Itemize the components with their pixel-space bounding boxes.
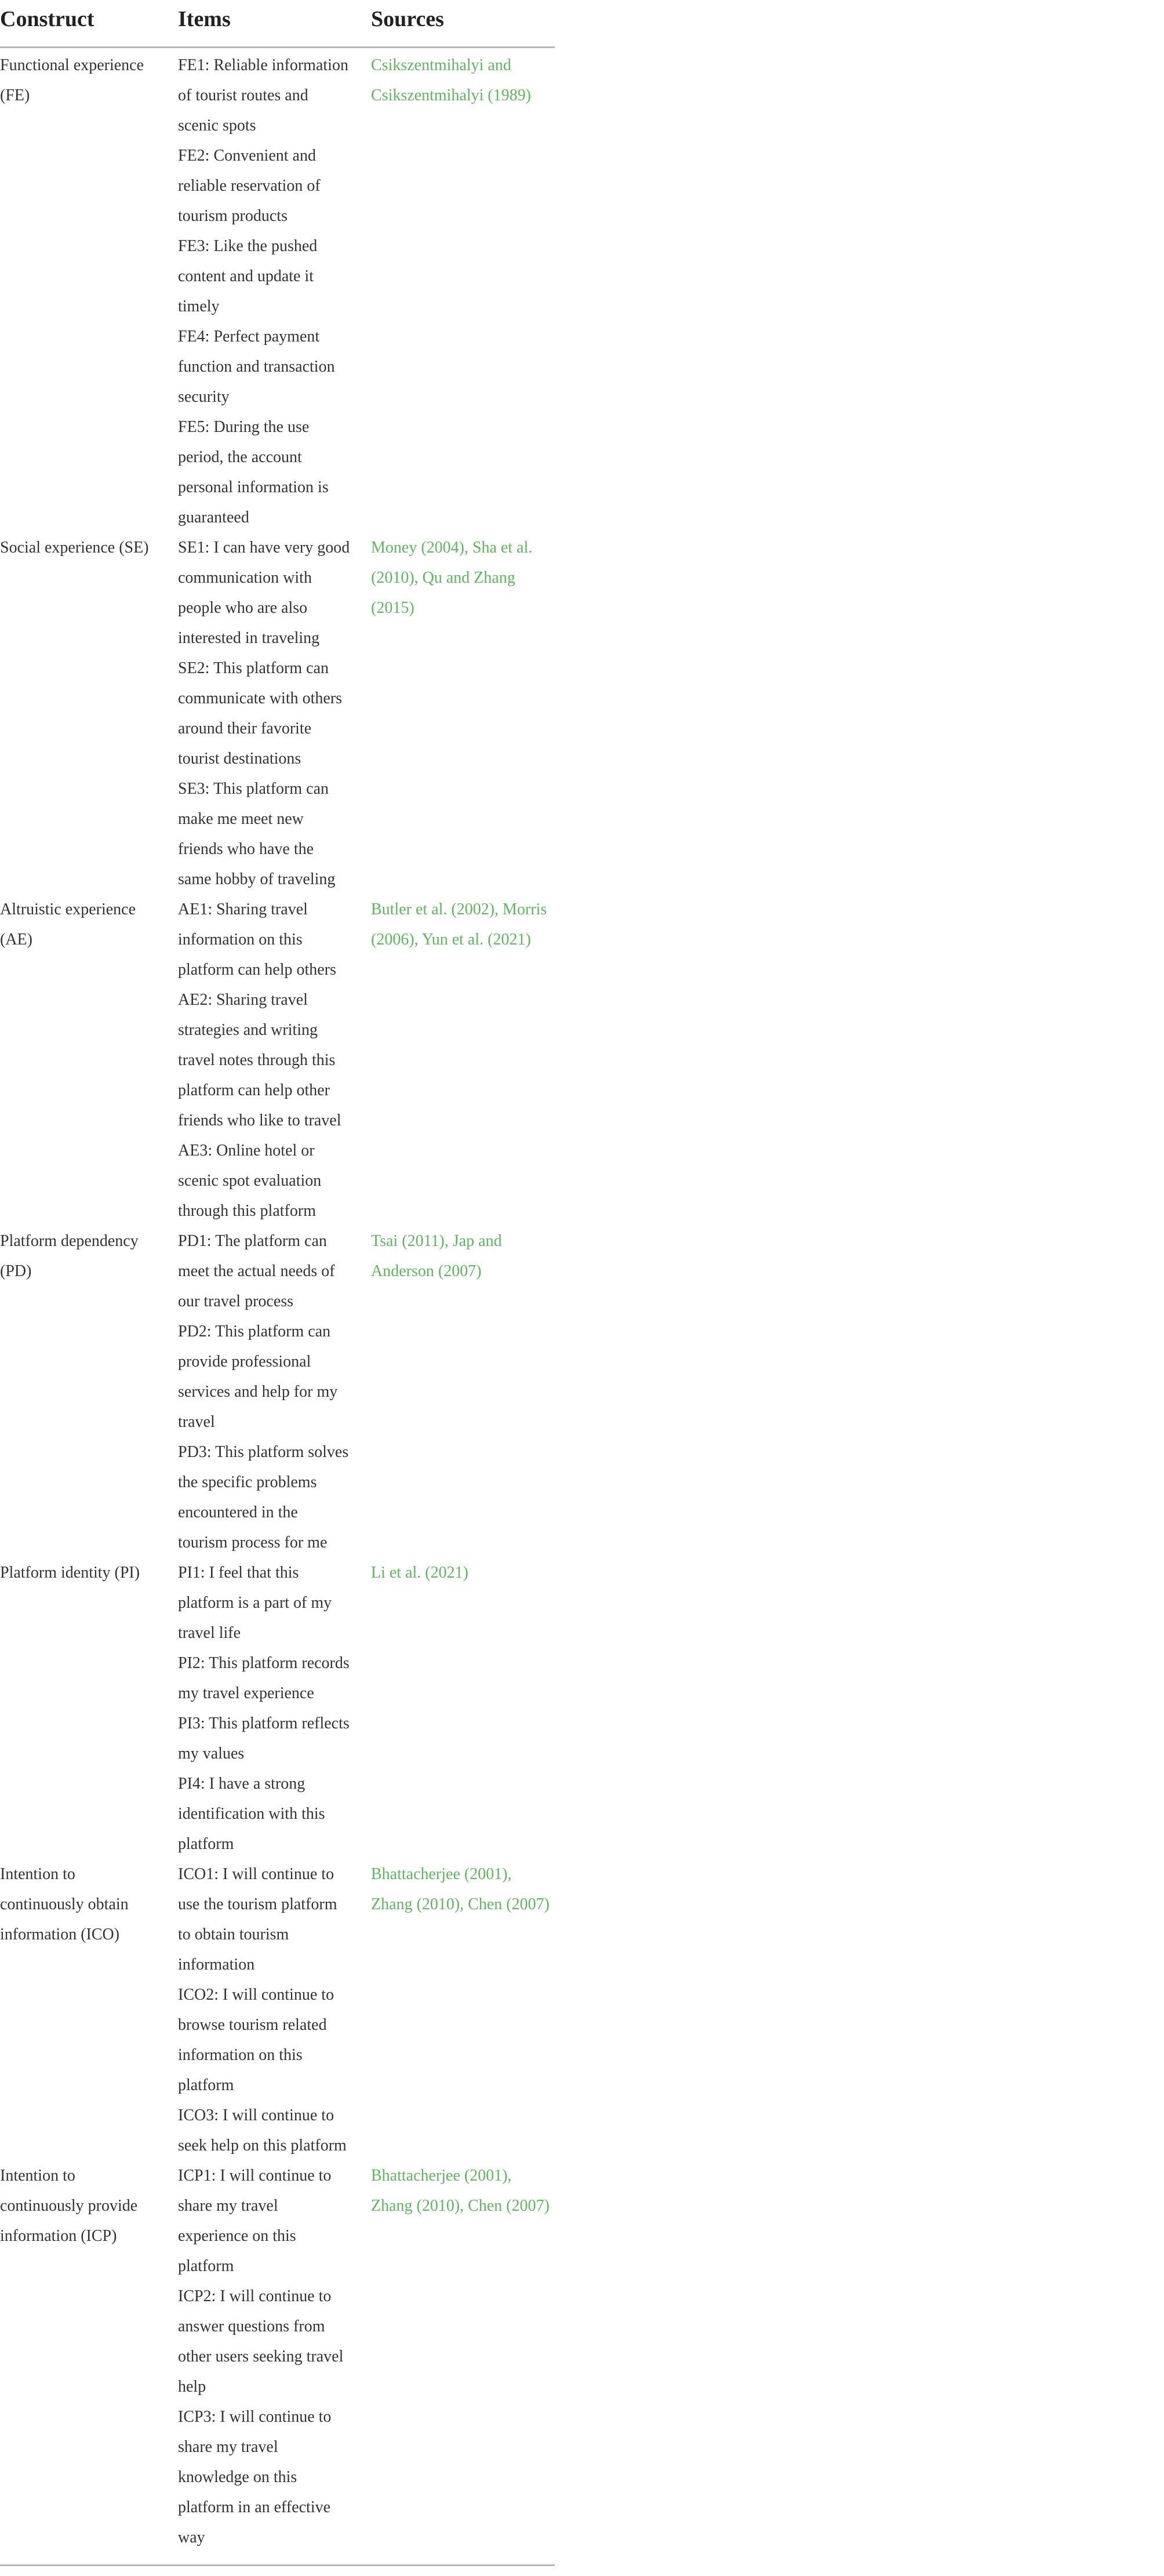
item-line: platform is a part of my: [178, 1594, 332, 1612]
item-line: ICO3: I will continue to: [178, 2106, 334, 2124]
source-link: (2015): [371, 599, 414, 617]
sources-cell[interactable]: [371, 1558, 555, 1588]
construct-cell: [0, 1558, 174, 1588]
item-line: identification with this: [178, 1805, 325, 1823]
item-line: share my travel: [178, 2197, 278, 2215]
source-link: Li et al. (2021): [371, 1564, 468, 1582]
item-line: browse tourism related: [178, 2016, 327, 2034]
item-line: AE3: Online hotel or: [178, 1142, 315, 1160]
construct-cell: [0, 895, 174, 955]
source-link: Csikszentmihalyi (1989): [371, 86, 532, 104]
construct-cell: [0, 50, 174, 111]
item-line: tourism products: [178, 207, 288, 225]
item-entry: [178, 50, 363, 141]
item-line: use the tourism platform: [178, 1895, 337, 1913]
construct-cell: [0, 1859, 174, 1950]
table-row: [0, 2161, 555, 2553]
items-cell: [178, 895, 363, 1226]
item-line: make me meet new: [178, 810, 304, 828]
sources-cell[interactable]: [371, 895, 555, 955]
table-row: [0, 533, 555, 895]
item-line: AE2: Sharing travel: [178, 991, 308, 1009]
item-entry: [178, 533, 363, 653]
construct-line: continuously obtain: [0, 1895, 129, 1913]
item-line: guaranteed: [178, 508, 249, 526]
item-line: the specific problems: [178, 1473, 317, 1491]
construct-line: continuously provide: [0, 2197, 138, 2215]
source-link: Anderson (2007): [371, 1262, 482, 1280]
item-line: our travel process: [178, 1292, 294, 1310]
table-header: [0, 0, 555, 48]
item-entry: [178, 231, 363, 322]
item-line: people who are also: [178, 599, 308, 617]
item-line: other users seeking travel: [178, 2348, 344, 2366]
item-line: FE1: Reliable information: [178, 56, 348, 74]
item-line: scenic spot evaluation: [178, 1172, 322, 1190]
item-line: services and help for my: [178, 1383, 338, 1401]
source-link: (2006), Yun et al. (2021): [371, 931, 531, 949]
source-link: Butler et al. (2002), Morris: [371, 900, 547, 918]
item-entry: [178, 2402, 363, 2553]
item-line: FE5: During the use: [178, 418, 310, 436]
item-line: PI2: This platform records: [178, 1654, 350, 1672]
item-entry: [178, 1648, 363, 1709]
item-line: encountered in the: [178, 1503, 298, 1521]
item-line: platform can help other: [178, 1081, 330, 1099]
item-line: AE1: Sharing travel: [178, 900, 308, 918]
items-cell: [178, 1859, 363, 2161]
item-line: information: [178, 1956, 255, 1974]
item-line: ICO2: I will continue to: [178, 1986, 334, 2004]
item-line: ICP3: I will continue to: [178, 2408, 332, 2426]
item-line: reliable reservation of: [178, 177, 321, 195]
construct-line: Platform identity (PI): [0, 1564, 140, 1582]
item-line: travel notes through this: [178, 1051, 336, 1069]
construct-line: Altruistic experience: [0, 900, 136, 918]
item-line: period, the account: [178, 448, 302, 466]
source-link: Csikszentmihalyi and: [371, 56, 511, 74]
item-line: experience on this: [178, 2227, 296, 2245]
item-entry: [178, 774, 363, 895]
item-line: security: [178, 388, 230, 406]
construct-line: information (ICO): [0, 1925, 120, 1943]
item-line: platform: [178, 2257, 234, 2275]
item-line: FE2: Convenient and: [178, 147, 316, 165]
item-line: seek help on this platform: [178, 2137, 347, 2154]
header-sources: Sources: [371, 7, 444, 31]
construct-line: (PD): [0, 1262, 32, 1280]
item-line: communicate with others: [178, 689, 343, 707]
item-line: my travel experience: [178, 1684, 314, 1702]
item-line: travel life: [178, 1624, 241, 1642]
item-entry: [178, 2101, 363, 2161]
item-line: platform in an effective: [178, 2498, 331, 2516]
item-entry: [178, 1317, 363, 1437]
item-line: content and update it: [178, 267, 314, 285]
item-line: ICO1: I will continue to: [178, 1865, 334, 1883]
items-cell: [178, 533, 363, 895]
source-link: (2010), Qu and Zhang: [371, 569, 515, 587]
item-line: scenic spots: [178, 117, 256, 135]
header-items: Items: [178, 7, 231, 31]
construct-line: Platform dependency: [0, 1232, 139, 1250]
construct-line: Social experience (SE): [0, 539, 149, 557]
table-bottom-rule: [0, 2564, 555, 2566]
table-row: [0, 1558, 555, 1859]
item-entry: [178, 1226, 363, 1317]
construct-cell: [0, 2161, 174, 2251]
item-entry: [178, 1709, 363, 1769]
item-line: information on this: [178, 2046, 303, 2064]
item-line: function and transaction: [178, 358, 335, 376]
item-line: timely: [178, 297, 220, 315]
item-line: friends who have the: [178, 840, 314, 858]
item-line: knowledge on this: [178, 2468, 297, 2486]
item-line: provide professional: [178, 1353, 311, 1371]
item-line: answer questions from: [178, 2317, 325, 2335]
table-row: [0, 1859, 555, 2161]
sources-cell[interactable]: [371, 533, 555, 623]
item-entry: [178, 653, 363, 774]
item-line: my values: [178, 1745, 245, 1763]
item-line: ICP1: I will continue to: [178, 2167, 332, 2185]
item-line: PI1: I feel that this: [178, 1564, 299, 1582]
item-line: way: [178, 2528, 205, 2546]
source-link: Zhang (2010), Chen (2007): [371, 2197, 550, 2215]
source-link: Bhattacherjee (2001),: [371, 2167, 512, 2185]
items-cell: [178, 2161, 363, 2553]
construct-line: information (ICP): [0, 2227, 117, 2245]
construct-line: Intention to: [0, 2167, 75, 2185]
item-line: communication with: [178, 569, 312, 587]
item-line: PI4: I have a strong: [178, 1775, 305, 1793]
items-cell: [178, 50, 363, 533]
item-line: through this platform: [178, 1202, 316, 1220]
item-line: same hobby of traveling: [178, 870, 336, 888]
item-line: of tourist routes and: [178, 86, 308, 104]
item-line: tourism process for me: [178, 1534, 328, 1552]
items-cell: [178, 1558, 363, 1859]
source-link: Money (2004), Sha et al.: [371, 539, 533, 557]
constructs-table: [0, 0, 555, 2553]
item-line: around their favorite: [178, 720, 312, 737]
item-line: ICP2: I will continue to: [178, 2287, 332, 2305]
sources-cell[interactable]: [371, 1226, 555, 1287]
item-line: SE3: This platform can: [178, 780, 329, 798]
item-entry: [178, 1136, 363, 1226]
item-entry: [178, 2281, 363, 2402]
header-construct: Construct: [0, 7, 94, 31]
item-line: PD2: This platform can: [178, 1322, 331, 1340]
item-line: meet the actual needs of: [178, 1262, 335, 1280]
table-row: [0, 895, 555, 1226]
table-body: [0, 50, 555, 2553]
item-line: platform: [178, 1835, 234, 1853]
source-link: Tsai (2011), Jap and: [371, 1232, 502, 1250]
item-line: SE2: This platform can: [178, 659, 329, 677]
construct-line: Intention to: [0, 1865, 75, 1883]
item-entry: [178, 1769, 363, 1859]
construct-line: Functional experience: [0, 56, 144, 74]
items-cell: [178, 1226, 363, 1558]
item-line: share my travel: [178, 2438, 278, 2456]
sources-cell[interactable]: [371, 1859, 555, 1920]
item-entry: [178, 322, 363, 412]
item-line: FE3: Like the pushed: [178, 237, 318, 255]
sources-cell[interactable]: [371, 50, 555, 111]
item-entry: [178, 412, 363, 533]
construct-cell: [0, 533, 174, 563]
item-entry: [178, 985, 363, 1136]
item-line: FE4: Perfect payment: [178, 328, 320, 346]
item-line: PD3: This platform solves: [178, 1443, 349, 1461]
item-entry: [178, 1980, 363, 2101]
item-line: PD1: The platform can: [178, 1232, 327, 1250]
item-entry: [178, 1859, 363, 1980]
source-link: Zhang (2010), Chen (2007): [371, 1895, 550, 1913]
item-line: information on this: [178, 931, 303, 949]
construct-cell: [0, 1226, 174, 1287]
item-line: travel: [178, 1413, 215, 1431]
item-line: platform can help others: [178, 961, 336, 979]
item-entry: [178, 1558, 363, 1648]
table-row: [0, 50, 555, 533]
item-entry: [178, 1437, 363, 1558]
item-entry: [178, 141, 363, 231]
item-line: personal information is: [178, 478, 329, 496]
construct-line: (FE): [0, 86, 30, 104]
item-entry: [178, 2161, 363, 2281]
item-line: tourist destinations: [178, 750, 301, 768]
source-link: Bhattacherjee (2001),: [371, 1865, 512, 1883]
sources-cell[interactable]: [371, 2161, 555, 2221]
item-line: SE1: I can have very good: [178, 539, 350, 557]
item-line: PI3: This platform reflects: [178, 1714, 350, 1732]
item-line: help: [178, 2378, 206, 2396]
item-line: friends who like to travel: [178, 1111, 341, 1129]
construct-line: (AE): [0, 931, 32, 949]
table-row: [0, 1226, 555, 1558]
item-line: platform: [178, 2076, 234, 2094]
item-entry: [178, 895, 363, 985]
item-line: strategies and writing: [178, 1021, 318, 1039]
item-line: interested in traveling: [178, 629, 320, 647]
item-line: to obtain tourism: [178, 1925, 289, 1943]
